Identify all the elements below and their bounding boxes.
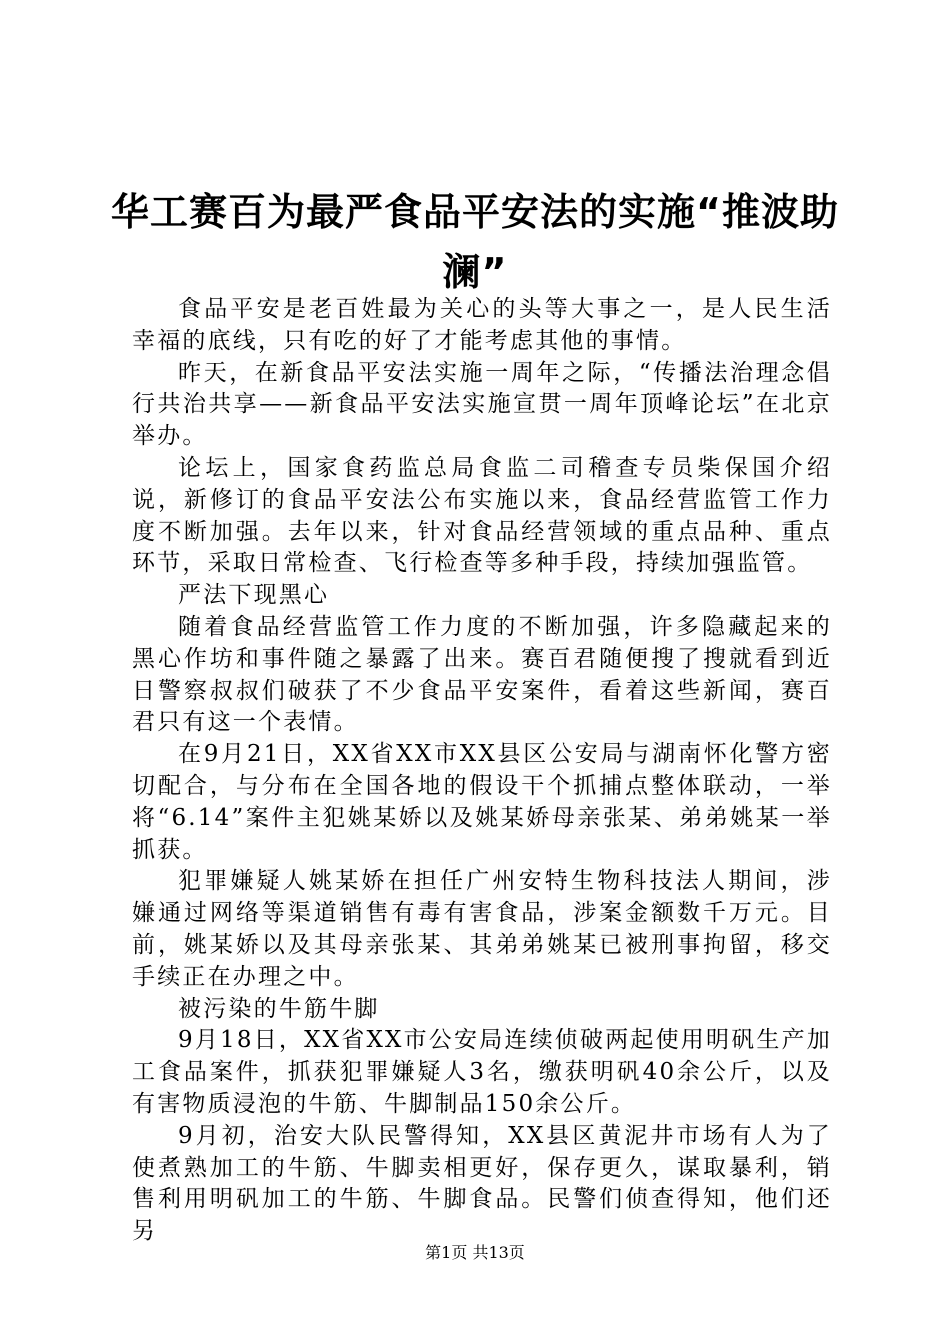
paragraph-alum-case: 9月18日，XX省XX市公安局连续侦破两起使用明矾生产加工食品案件，抓获犯罪嫌疑人3名，缴获明矾40余公斤，以及有害物质浸泡的牛筋、牛脚制品150余公斤。 [132, 1027, 832, 1117]
section-heading-beef-tendon: 被污染的牛筋牛脚 [178, 995, 380, 1022]
paragraph-forum-speech: 论坛上，国家食药监总局食监二司稽查专员柴保国介绍说，新修订的食品平安法公布实施以来，食品经营监管工作力度不断加强。去年以来，针对食品经营领域的重点品种、重点环节，采取日常检查、飞行检查等多种手段，持续加强监管。 [132, 454, 832, 577]
paragraph-suspect: 犯罪嫌疑人姚某娇在担任广州安特生物科技法人期间，涉嫌通过网络等渠道销售有毒有害食品，涉案金额数千万元。目前，姚某娇以及其母亲张某、其弟弟姚某已被刑事拘留，移交手续正在办理之中。 [132, 868, 832, 990]
paragraph-forum-event: 昨天，在新食品平安法实施一周年之际，“传播法治理念倡行共治共享——新食品平安法实施宣贯一周年顶峰论坛”在北京举办。 [132, 359, 832, 450]
paragraph-case-arrest: 在9月21日，XX省XX市XX县区公安局与湖南怀化警方密切配合，与分布在全国各地的假设干个抓捕点整体联动，一举将“6.14”案件主犯姚某娇以及姚某娇母亲张某、弟弟姚某一举抓获。 [132, 741, 832, 863]
document-title: 华工赛百为最严食品平安法的实施“推波助澜” [111, 190, 839, 294]
document-body [132, 294, 832, 1248]
paragraph-exposure: 随着食品经营监管工作力度的不断加强，许多隐藏起来的黑心作坊和事件随之暴露了出来。赛百君随便搜了搜就看到近日警察叔叔们破获了不少食品平安案件，看着这些新闻，赛百君只有这一个表情。 [132, 613, 832, 736]
page-number-footer: 第1页 共13页 [425, 1243, 525, 1262]
paragraph-investigation: 9月初，治安大队民警得知，XX县区黄泥井市场有人为了使煮熟加工的牛筋、牛脚卖相更好，保存更久，谋取暴利，销售利用明矾加工的牛筋、牛脚食品。民警们侦查得知，他们还另 [132, 1122, 832, 1245]
section-heading-black-heart: 严法下现黑心 [178, 582, 330, 609]
paragraph-intro: 食品平安是老百姓最为关心的头等大事之一，是人民生活幸福的底线，只有吃的好了才能考虑其他的事情。 [132, 296, 832, 354]
